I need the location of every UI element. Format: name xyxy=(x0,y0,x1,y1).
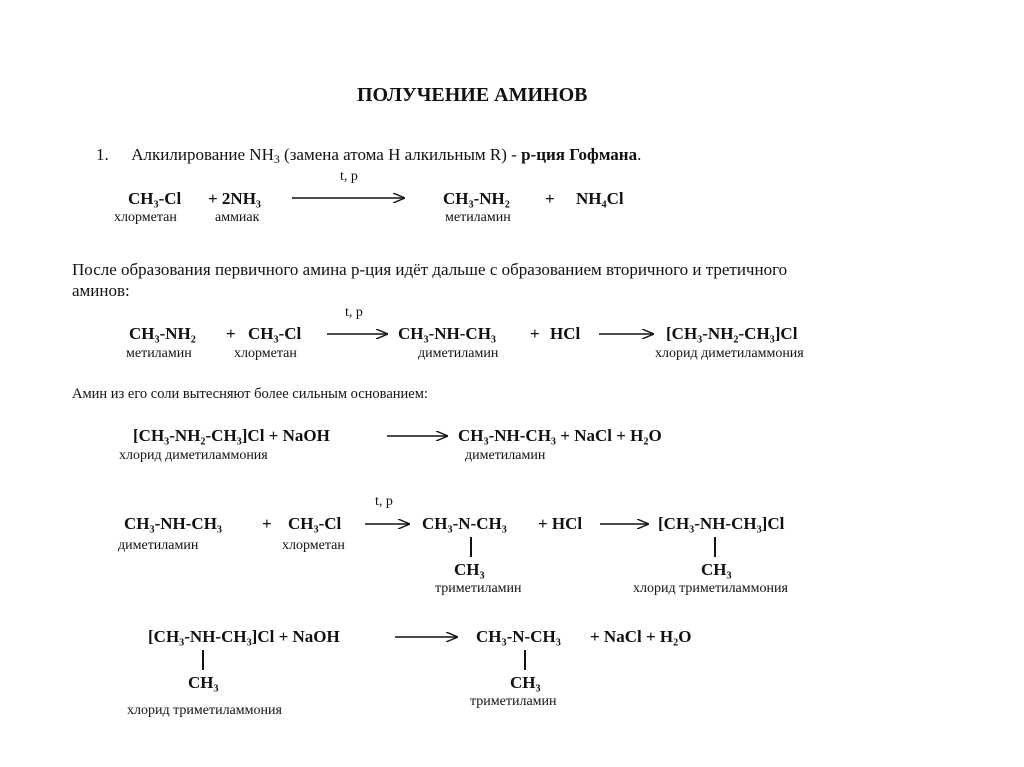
r2-condition: t, p xyxy=(345,305,363,320)
r5-formula-2: CH₃-N-CH₃ xyxy=(476,627,561,646)
r2-label-4: хлорид диметиламмония xyxy=(655,346,804,361)
r3-label-1: хлорид диметиламмония xyxy=(119,448,268,463)
r4-branch-2: CH₃ xyxy=(701,560,732,579)
item-text-b: (замена атома H алкильным R) - xyxy=(279,145,522,164)
r2-label-3: диметиламин xyxy=(418,346,499,361)
item-1-text xyxy=(96,145,642,166)
item-number: 1. xyxy=(96,145,109,164)
item-text-bold: р-ция Гофмана xyxy=(521,145,638,164)
r3-label-2: диметиламин xyxy=(465,448,546,463)
r4-label-3: триметиламин xyxy=(435,581,522,596)
r4-condition: t, p xyxy=(375,494,393,509)
r2-label-1: метиламин xyxy=(126,346,192,361)
r1-formula-1: CH₃-Cl xyxy=(128,189,182,208)
item-text-a: Алкилирование NH xyxy=(131,145,274,164)
r3-formula-1: [CH₃-NH₂-CH₃]Cl + NaOH xyxy=(133,426,330,445)
r1-arrow-icon xyxy=(290,190,408,206)
page-title: ПОЛУЧЕНИЕ АМИНОВ xyxy=(357,84,588,106)
r2-formula-6: HCl xyxy=(550,324,581,343)
item-text-end: . xyxy=(637,145,642,164)
r1-label-1: хлорметан xyxy=(114,210,177,225)
r2-formula-5: + xyxy=(530,324,540,343)
paragraph-1-line-1: После образования первичного амина р-ция идёт дальше с образованием вторичного и третичного xyxy=(72,260,788,279)
r1-condition: t, p xyxy=(340,169,358,184)
r4-formula-2: + xyxy=(262,514,272,533)
r2-formula-3: CH₃-Cl xyxy=(248,324,302,343)
r5-label-1: хлорид триметиламмония xyxy=(127,703,282,718)
r3-formula-2: CH₃-NH-CH₃ + NaCl + H₂O xyxy=(458,426,662,445)
r5-arrow-icon xyxy=(393,629,461,645)
r5-bond-2 xyxy=(524,650,526,670)
r4-formula-4: CH₃-N-CH₃ xyxy=(422,514,507,533)
r4-bond-1 xyxy=(470,537,472,557)
r5-label-2: триметиламин xyxy=(470,694,557,709)
r4-label-1: диметиламин xyxy=(118,538,199,553)
r2-formula-4: CH₃-NH-CH₃ xyxy=(398,324,497,343)
r4-arrow-2-icon xyxy=(598,516,652,532)
item-text-sub: 3 xyxy=(273,151,280,166)
r4-label-2: хлорметан xyxy=(282,538,345,553)
r2-formula-2: + xyxy=(226,324,236,343)
r5-bond-1 xyxy=(202,650,204,670)
r2-formula-7: [CH₃-NH₂-CH₃]Cl xyxy=(666,324,798,343)
r2-label-2: хлорметан xyxy=(234,346,297,361)
r5-formula-1: [CH₃-NH-CH₃]Cl + NaOH xyxy=(148,627,340,646)
r2-arrow-2-icon xyxy=(597,326,657,342)
r5-branch-2: CH₃ xyxy=(510,673,541,692)
r1-formula-4: + xyxy=(545,189,555,208)
r2-formula-1: CH₃-NH₂ xyxy=(129,324,196,343)
r4-formula-5: + HCl xyxy=(538,514,583,533)
r4-bond-2 xyxy=(714,537,716,557)
r5-branch-1: CH₃ xyxy=(188,673,219,692)
paragraph-1-line-2: аминов: xyxy=(72,281,130,300)
r2-arrow-1-icon xyxy=(325,326,391,342)
paragraph-2: Амин из его соли вытесняют более сильным основанием: xyxy=(72,386,428,402)
r4-label-4: хлорид триметиламмония xyxy=(633,581,788,596)
r1-formula-2: + 2NH₃ xyxy=(208,189,262,208)
r3-arrow-icon xyxy=(385,428,451,444)
r1-formula-5: NH₄Cl xyxy=(576,189,624,208)
r4-formula-3: CH₃-Cl xyxy=(288,514,342,533)
r4-arrow-1-icon xyxy=(363,516,413,532)
r4-formula-6: [CH₃-NH-CH₃]Cl xyxy=(658,514,785,533)
r4-branch-1: CH₃ xyxy=(454,560,485,579)
r1-label-3: метиламин xyxy=(445,210,511,225)
r5-formula-3: + NaCl + H₂O xyxy=(590,627,692,646)
r1-formula-3: CH₃-NH₂ xyxy=(443,189,510,208)
r4-formula-1: CH₃-NH-CH₃ xyxy=(124,514,223,533)
r1-label-2: аммиак xyxy=(215,210,260,225)
